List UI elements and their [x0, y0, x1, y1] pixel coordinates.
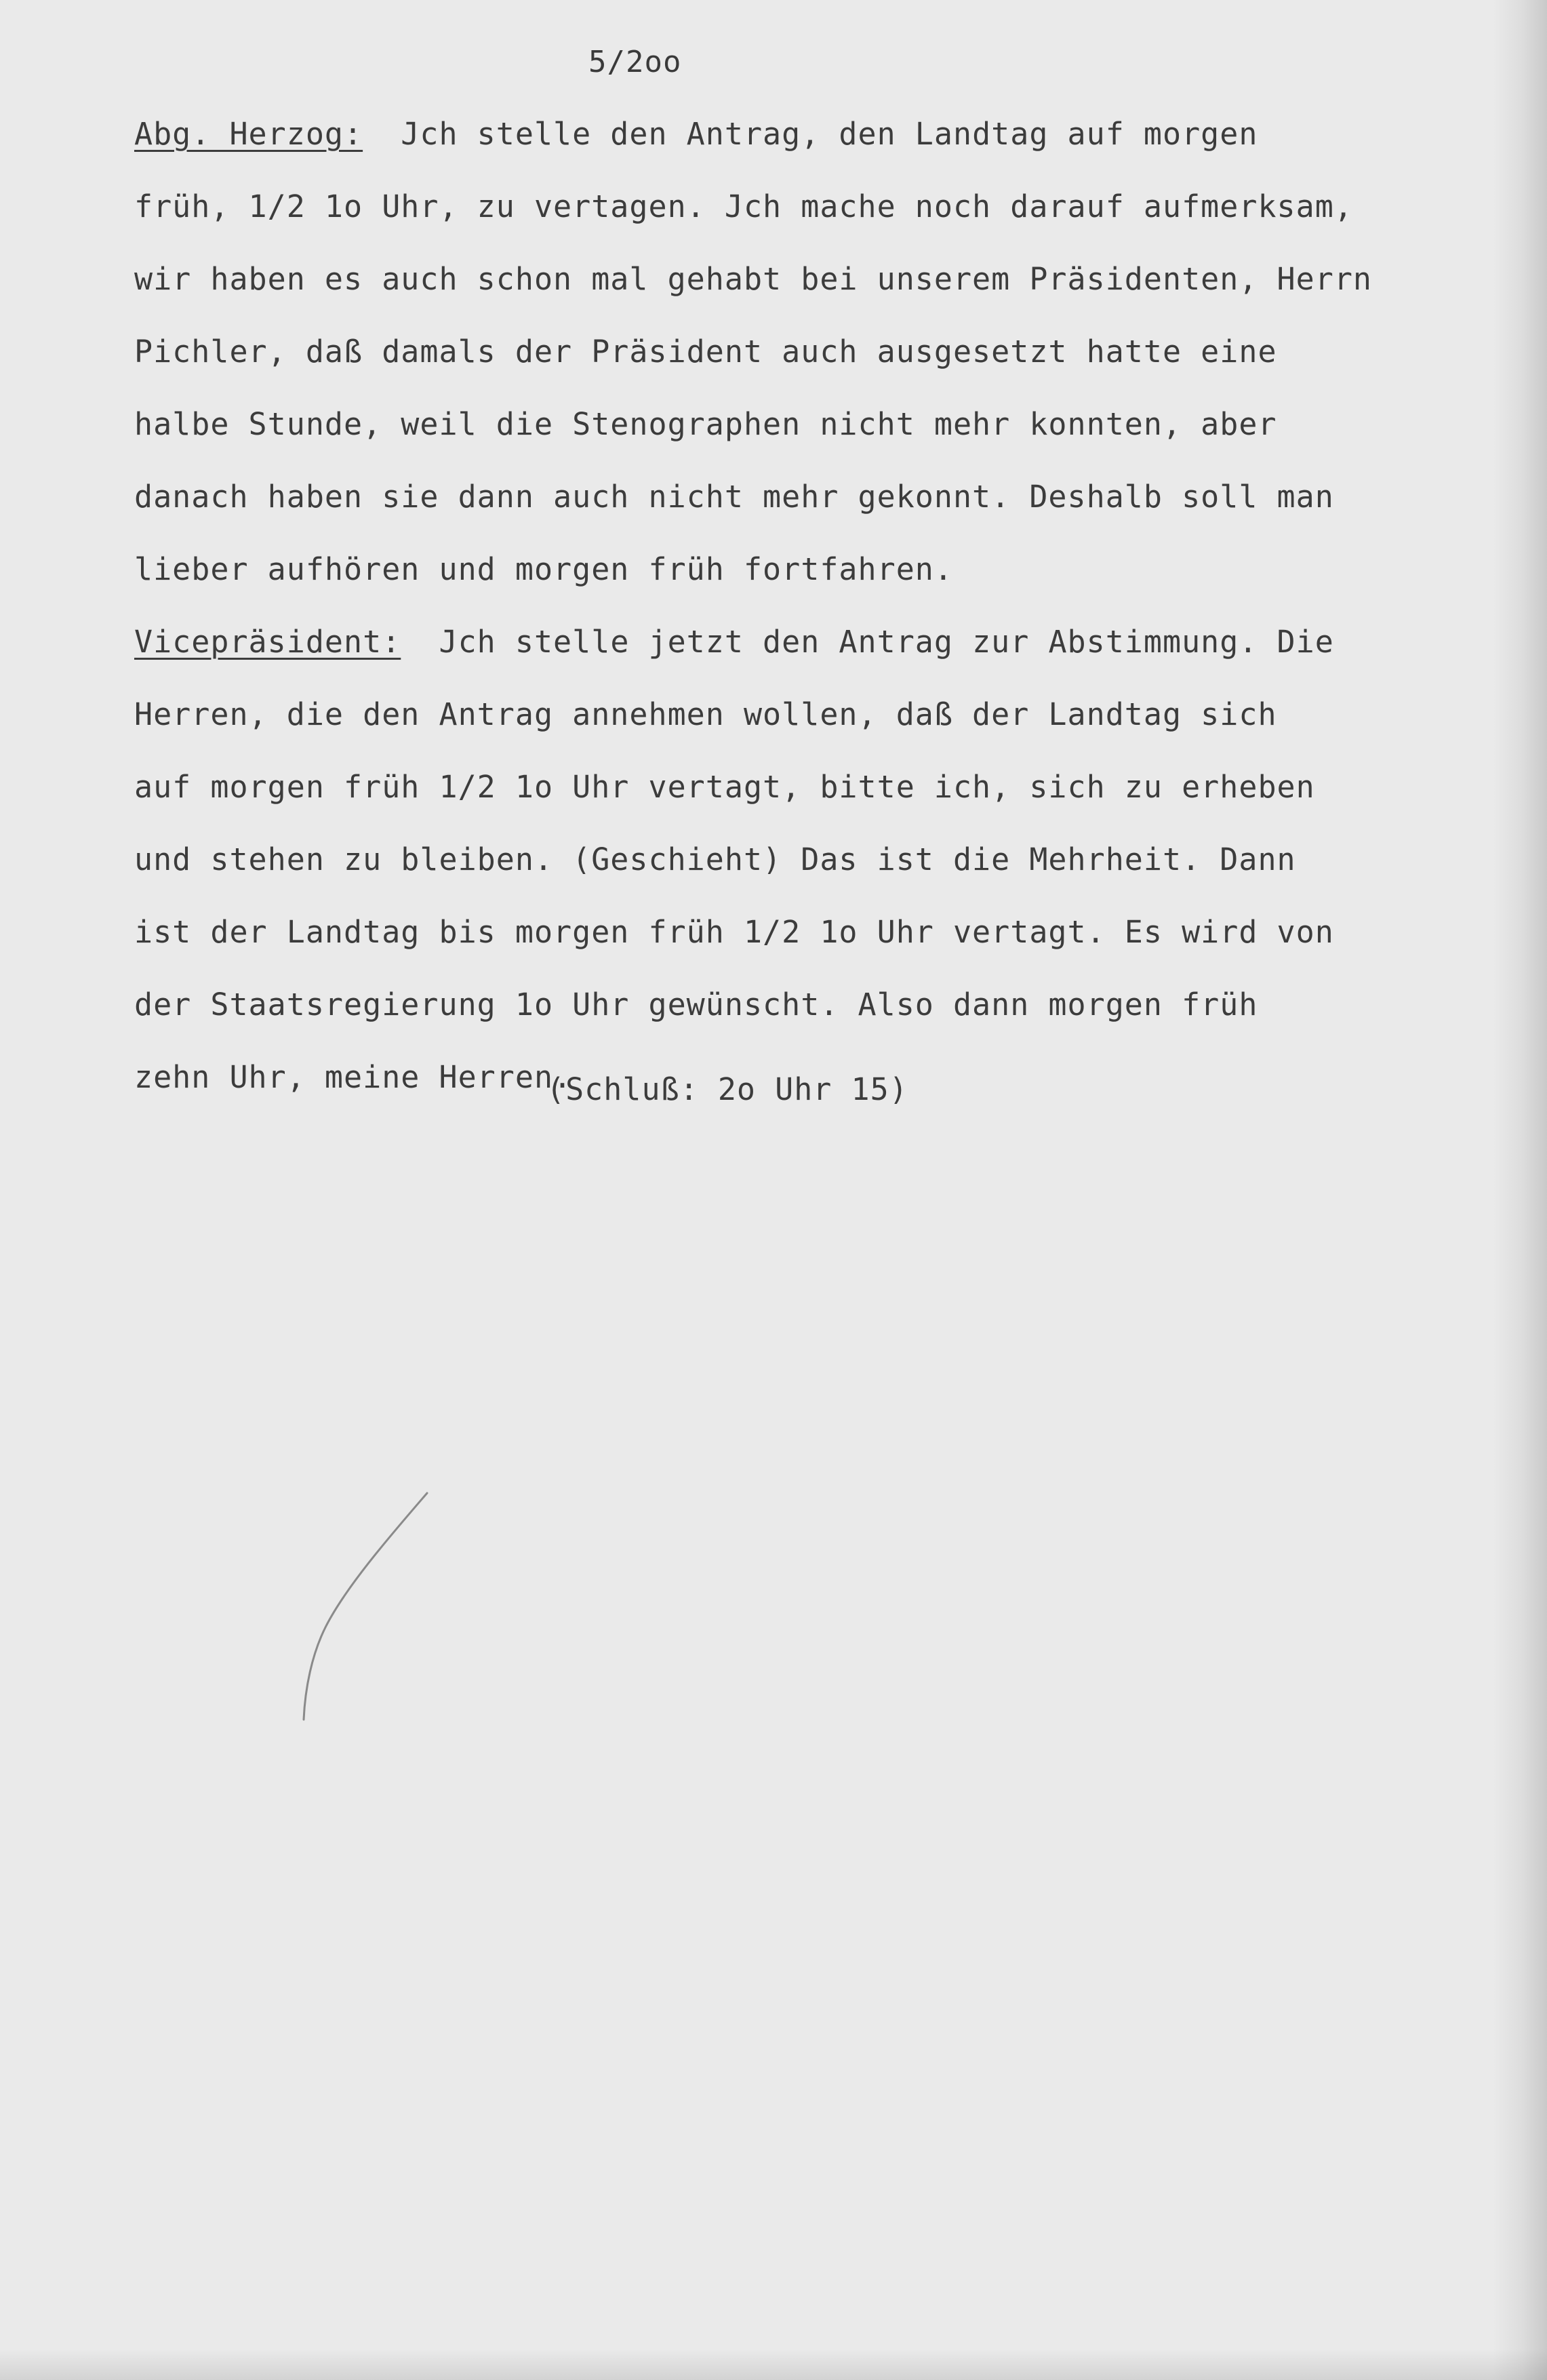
text-line: zehn Uhr, meine Herren. — [134, 1059, 573, 1095]
text-line: halbe Stunde, weil die Stenographen nicht mehr konnten, aber — [134, 406, 1277, 442]
text-line: der Staatsregierung 1o Uhr gewünscht. Also dann morgen früh — [134, 987, 1258, 1023]
text-line — [134, 615, 1497, 688]
text-line: auf morgen früh 1/2 1o Uhr vertagt, bitte ich, sich zu erheben — [134, 769, 1315, 805]
text-line: lieber aufhören und morgen früh fortfahren. — [134, 551, 953, 587]
page-bottom-edge — [0, 2349, 1547, 2380]
text-line: früh, 1/2 1o Uhr, zu vertagen. Jch mache noch darauf aufmerksam, — [134, 189, 1353, 224]
page-number: 5/2oo — [588, 45, 682, 79]
speaker-label: Abg. Herzog: — [134, 116, 363, 152]
text-line: Herren, die den Antrag annehmen wollen, daß der Landtag sich — [134, 696, 1277, 732]
pencil-mark — [292, 1492, 441, 1722]
line-text: Jch stelle den Antrag, den Landtag auf morgen — [401, 116, 1258, 152]
text-line: Pichler, daß damals der Präsident auch ausgesetzt hatte eine — [134, 334, 1277, 370]
page-fold-shadow — [1493, 0, 1547, 2380]
text-line: ist der Landtag bis morgen früh 1/2 1o Uhr vertagt. Es wird von — [134, 914, 1334, 950]
closing-note: (Schluß: 2o Uhr 15) — [546, 1071, 908, 1107]
text-line: und stehen zu bleiben. (Geschieht) Das ist die Mehrheit. Dann — [134, 841, 1296, 877]
transcript-body — [134, 107, 1497, 1123]
speaker-label: Vicepräsident: — [134, 624, 401, 660]
text-line: danach haben sie dann auch nicht mehr gekonnt. Deshalb soll man — [134, 479, 1334, 515]
text-line — [134, 107, 1497, 180]
line-text: Jch stelle jetzt den Antrag zur Abstimmung. Die — [439, 624, 1334, 660]
text-line: wir haben es auch schon mal gehabt bei unserem Präsidenten, Herrn — [134, 261, 1372, 297]
